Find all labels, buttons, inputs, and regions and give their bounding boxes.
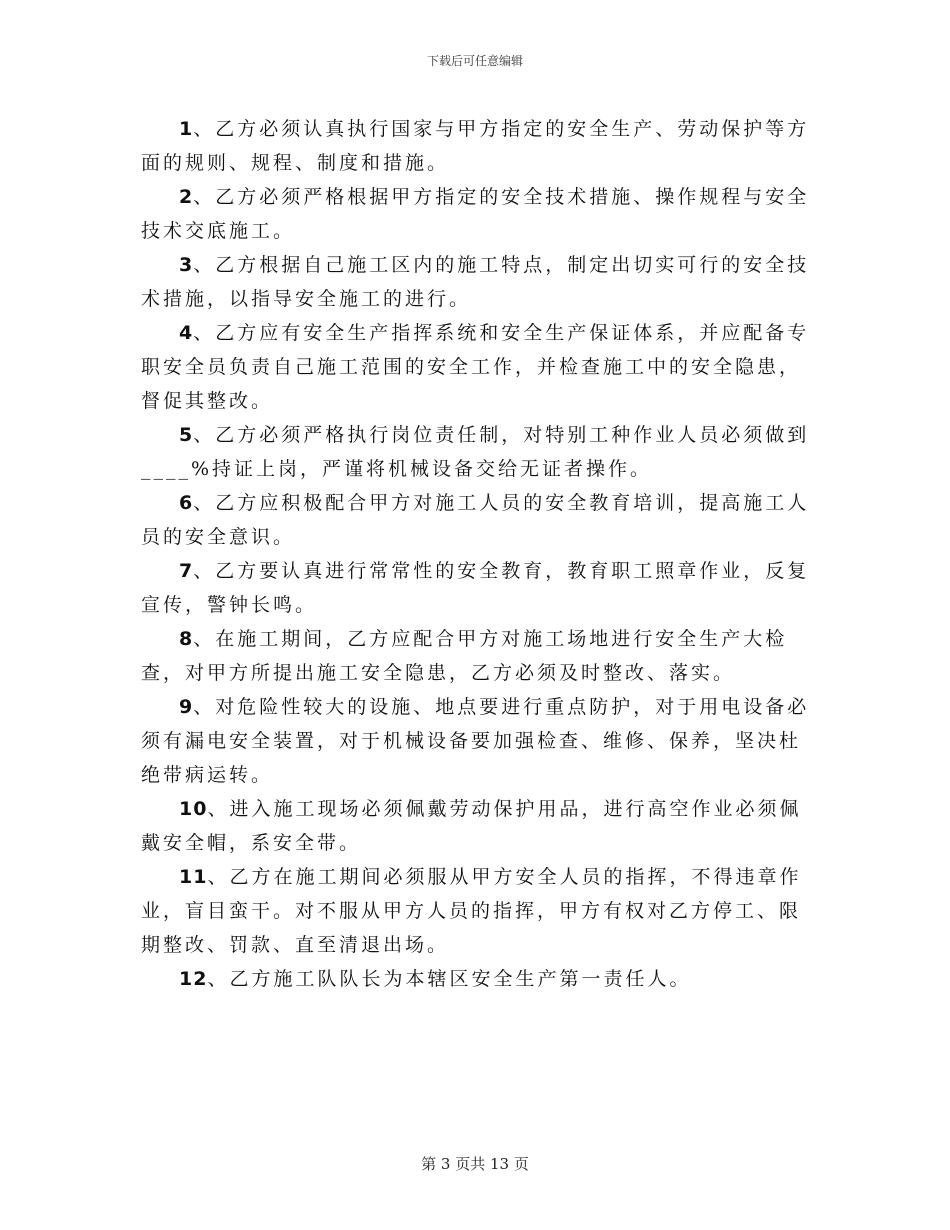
clause-number: 6 bbox=[179, 492, 194, 514]
clause-5 bbox=[141, 418, 821, 486]
clause-text: 、乙方要认真进行常常性的安全教育，教育职工照章作业，反复宣传，警钟长鸣。 bbox=[141, 560, 810, 616]
clause-number: 7 bbox=[179, 560, 194, 582]
clause-text: 、乙方在施工期间必须服从甲方安全人员的指挥，不得违章作业，盲目蛮干。对不服从甲方人员的指挥，甲方有权对乙方停工、限期整改、罚款、直至清退出场。 bbox=[141, 866, 802, 956]
clause-7 bbox=[141, 554, 821, 622]
clause-6 bbox=[141, 486, 821, 554]
clause-text: 、乙方必须严格执行岗位责任制，对特别工种作业人员必须做到____%持证上岗，严谨将机械设备交给无证者操作。 bbox=[141, 424, 810, 480]
page-footer: 第 3 页共 13 页 bbox=[421, 1155, 529, 1173]
clause-11 bbox=[141, 860, 821, 962]
clause-number: 4 bbox=[179, 322, 194, 344]
clause-12 bbox=[141, 962, 821, 996]
clause-2 bbox=[141, 180, 821, 248]
clause-text: 、对危险性较大的设施、地点要进行重点防护，对于用电设备必须有漏电安全装置，对于机械设备要加强检查、维修、保养，坚决杜绝带病运转。 bbox=[141, 696, 810, 786]
clause-number: 11 bbox=[179, 866, 208, 888]
clause-4 bbox=[141, 316, 821, 418]
clause-10 bbox=[141, 792, 821, 860]
clause-text: 、乙方根据自己施工区内的施工特点，制定出切实可行的安全技术措施，以指导安全施工的进行。 bbox=[141, 254, 810, 310]
clause-number: 12 bbox=[179, 968, 208, 990]
clause-list bbox=[141, 112, 821, 996]
clause-number: 5 bbox=[179, 424, 194, 446]
clause-number: 10 bbox=[179, 798, 208, 820]
clause-3 bbox=[141, 248, 821, 316]
clause-text: 、进入施工现场必须佩戴劳动保护用品，进行高空作业必须佩戴安全帽，系安全带。 bbox=[141, 798, 802, 854]
clause-1 bbox=[141, 112, 821, 180]
clause-9 bbox=[141, 690, 821, 792]
clause-8 bbox=[141, 622, 821, 690]
clause-number: 9 bbox=[179, 696, 194, 718]
page-header: 下载后可任意编辑 bbox=[426, 54, 523, 68]
clause-number: 8 bbox=[179, 628, 194, 650]
clause-text: 、乙方施工队队长为本辖区安全生产第一责任人。 bbox=[207, 968, 692, 990]
clause-text: 、乙方必须严格根据甲方指定的安全技术措施、操作规程与安全技术交底施工。 bbox=[141, 186, 810, 242]
clause-text: 、在施工期间，乙方应配合甲方对施工场地进行安全生产大检查，对甲方所提出施工安全隐患，乙方必须及时整改、落实。 bbox=[141, 628, 788, 684]
clause-text: 、乙方应积极配合甲方对施工人员的安全教育培训，提高施工人员的安全意识。 bbox=[141, 492, 810, 548]
clause-number: 1 bbox=[179, 118, 194, 140]
clause-number: 2 bbox=[179, 186, 194, 208]
clause-number: 3 bbox=[179, 254, 194, 276]
clause-text: 、乙方应有安全生产指挥系统和安全生产保证体系，并应配备专职安全员负责自己施工范围的安全工作，并检查施工中的安全隐患，督促其整改。 bbox=[141, 322, 810, 412]
clause-text: 、乙方必须认真执行国家与甲方指定的安全生产、劳动保护等方面的规则、规程、制度和措施。 bbox=[141, 118, 810, 174]
